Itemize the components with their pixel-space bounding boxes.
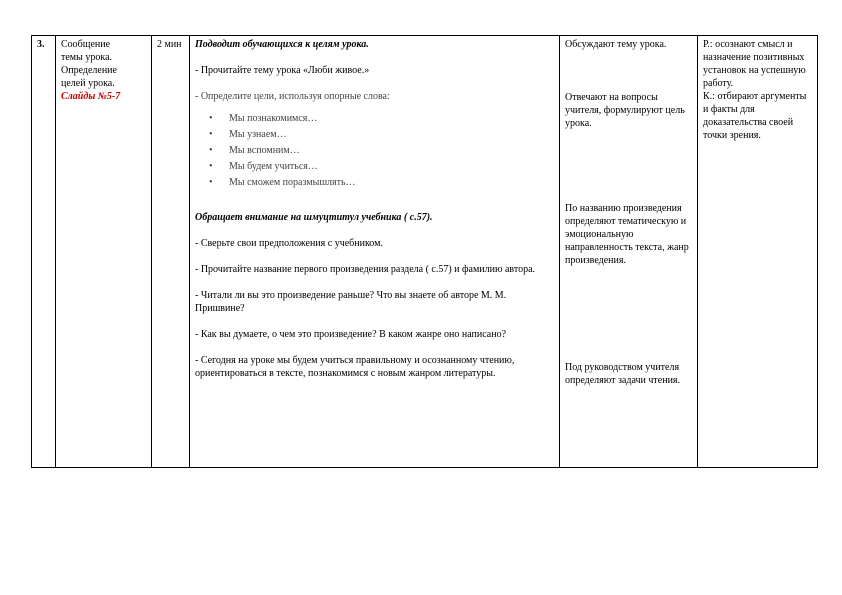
teacher-activity-cell xyxy=(190,36,560,468)
list-item: • Мы будем учиться… xyxy=(209,159,555,175)
list-item: • Мы узнаем… xyxy=(209,127,555,143)
read-title-prompt: - Прочитайте название первого произведения раздела ( с.57) и фамилию автора. xyxy=(195,264,536,275)
row-number-cell xyxy=(32,36,56,468)
stage-title-line: Определение xyxy=(61,65,117,76)
regulatory-uud: Р.: осознают смысл и назначение позитивных установок на успешную работу. xyxy=(703,39,806,89)
students-discuss: Обсуждают тему урока. xyxy=(565,39,667,50)
lesson-plan-table xyxy=(31,35,818,468)
guess-genre-prompt: - Как вы думаете, о чем это произведение? В каком жанре оно написано? xyxy=(195,329,507,340)
stage-cell xyxy=(56,36,152,468)
today-prompt: - Сегодня на уроке мы будем учиться правильному и осознанному чтению, ориентироваться в тексте, познакомимся с новым жанром литературы. xyxy=(195,355,515,379)
duration: 2 мин xyxy=(157,39,182,50)
list-item: • Мы познакомимся… xyxy=(209,111,555,127)
teacher-heading: Подводит обучающихся к целям урока. xyxy=(195,39,369,50)
bullet-icon: • xyxy=(209,177,213,188)
communicative-uud: К.: отбирают аргументы и факты для доказательства своей точки зрения. xyxy=(703,91,807,141)
students-guided: Под руководством учителя определяют задачи чтения. xyxy=(565,362,681,386)
students-by-title: По названию произведения определяют тематическую и эмоциональную направленность текста, жанр произведения. xyxy=(565,203,689,266)
time-cell xyxy=(152,36,190,468)
list-item: • Мы сможем поразмышлять… xyxy=(209,175,555,191)
define-goals-prompt: - Определите цели, используя опорные слова: xyxy=(195,91,390,102)
stage-title-line: темы урока. xyxy=(61,52,113,63)
stage-title-line: целей урока. xyxy=(61,78,115,89)
read-topic-prompt: - Прочитайте тему урока «Люби живое.» xyxy=(195,65,370,76)
bullet-icon: • xyxy=(209,129,213,140)
read-before-prompt: - Читали ли вы это произведение раньше? Что вы знаете об авторе М. М. Пришвине? xyxy=(195,290,507,314)
uud-cell xyxy=(698,36,818,468)
students-answer: Отвечают на вопросы учителя, формулируют цель урока. xyxy=(565,92,685,129)
key-words-list xyxy=(195,111,555,191)
student-activity-cell xyxy=(560,36,698,468)
slides-reference: Слайды №5-7 xyxy=(61,91,121,102)
bullet-icon: • xyxy=(209,161,213,172)
check-guesses-prompt: - Сверьте свои предположения с учебником. xyxy=(195,238,383,249)
list-item: • Мы вспомним… xyxy=(209,143,555,159)
row-number: 3. xyxy=(37,39,45,50)
stage-title-line: Сообщение xyxy=(61,39,111,50)
frontispiece-note: Обращает внимание на шмуцтитул учебника ( с.57). xyxy=(195,212,433,223)
table-row xyxy=(32,36,818,468)
bullet-icon: • xyxy=(209,113,213,124)
bullet-icon: • xyxy=(209,145,213,156)
